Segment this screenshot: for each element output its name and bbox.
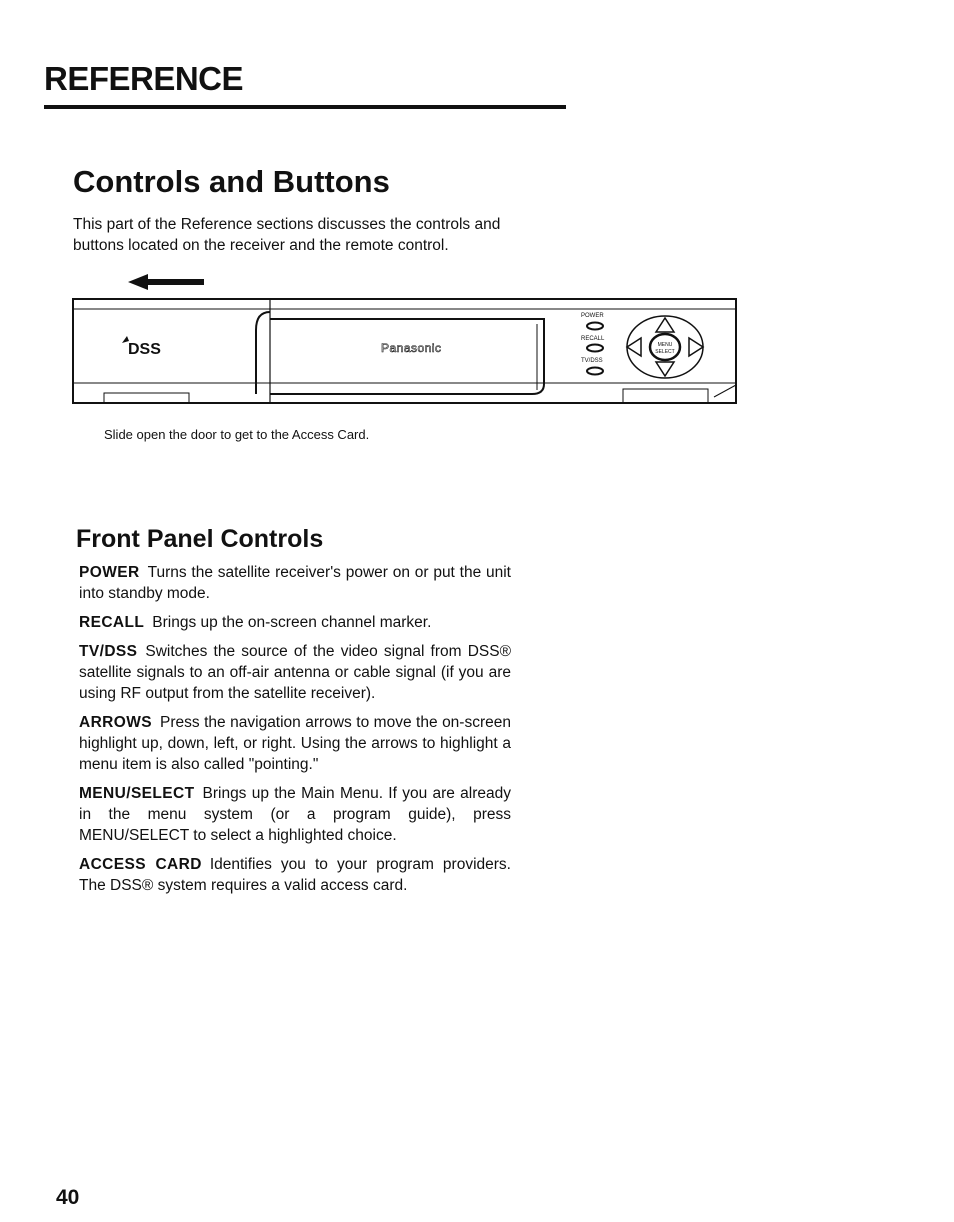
diagram-caption: Slide open the door to get to the Access Card.: [104, 427, 370, 442]
page-number: 40: [56, 1186, 80, 1209]
down-arrow-button[interactable]: [656, 362, 674, 376]
control-description: Switches the source of the video signal from DSS® satellite signals to an off-air antenna or cable signal (if you are using RF output from the satellite receiver).: [79, 643, 511, 702]
control-item-tvdss: [79, 641, 511, 704]
control-term: RECALL: [79, 614, 145, 631]
receiver-front-panel-diagram: [70, 272, 740, 410]
control-description: Turns the satellite receiver's power on or put the unit into standby mode.: [79, 564, 511, 602]
control-item-recall: [79, 612, 511, 633]
control-description: Identifies you to your program providers. The DSS® system requires a valid access card.: [79, 856, 511, 894]
control-term: ACCESS CARD: [79, 856, 202, 873]
page-title: Controls and Buttons: [73, 164, 390, 199]
left-arrow-icon: [128, 274, 204, 290]
menu-select-label-line1: MENU: [657, 342, 673, 348]
recall-button-label: RECALL: [581, 336, 605, 342]
intro-paragraph: This part of the Reference sections discusses the controls and buttons located on the receiver and the remote control.: [73, 216, 501, 254]
power-button-label: POWER: [581, 313, 604, 319]
dss-logo: [122, 336, 161, 358]
tvdss-button[interactable]: [587, 368, 603, 375]
control-item-access-card: [79, 854, 511, 896]
menu-select-label-line2: SELECT: [655, 349, 675, 355]
subsection-title: Front Panel Controls: [76, 525, 324, 553]
brand-logo: Panasonic: [381, 341, 442, 355]
section-rule: [44, 105, 566, 109]
svg-text:DSS: DSS: [128, 341, 161, 358]
section-header: REFERENCE: [44, 60, 244, 97]
controls-list: [79, 562, 511, 904]
power-button[interactable]: [587, 323, 603, 330]
right-arrow-button[interactable]: [689, 338, 703, 356]
left-arrow-button[interactable]: [627, 338, 641, 356]
control-term: MENU/SELECT: [79, 785, 195, 802]
control-description: Press the navigation arrows to move the on-screen highlight up, down, left, or right. Using the arrows to highlight a menu item is also called "pointing.": [79, 714, 511, 773]
control-description: Brings up the Main Menu. If you are already in the menu system (or a program guide), press MENU/SELECT to select a highlighted choice.: [79, 785, 511, 844]
control-description: Brings up the on-screen channel marker.: [152, 614, 432, 631]
control-term: ARROWS: [79, 714, 153, 731]
control-item-arrows: [79, 712, 511, 775]
control-term: TV/DSS: [79, 643, 138, 660]
recall-button[interactable]: [587, 345, 603, 352]
up-arrow-button[interactable]: [656, 318, 674, 332]
control-item-menu-select: [79, 783, 511, 846]
control-item-power: [79, 562, 511, 604]
navigation-pad: [627, 316, 703, 378]
control-term: POWER: [79, 564, 140, 581]
tvdss-button-label: TV/DSS: [581, 358, 603, 364]
